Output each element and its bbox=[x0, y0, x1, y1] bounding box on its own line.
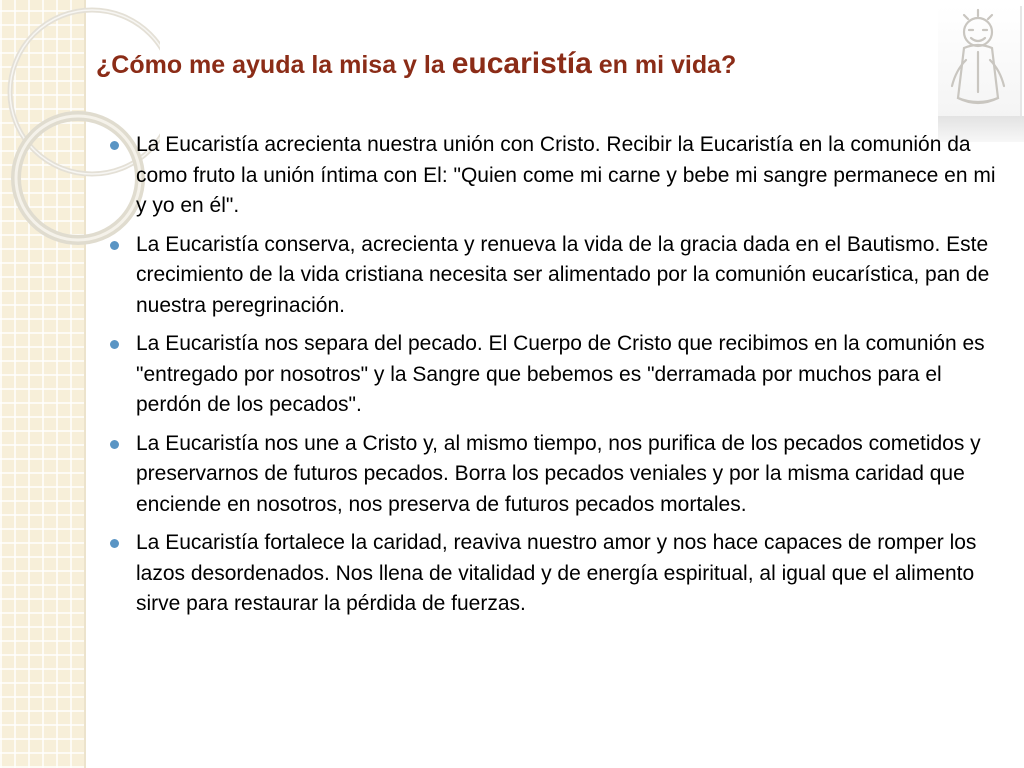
bullet-text: La Eucaristía conserva, acrecienta y renueva la vida de la gracia dada en el Bautismo. Este crecimiento de la vida cristiana necesita ser alimentado por la comunión eucarística, pan de nuestra peregrinación. bbox=[136, 232, 990, 317]
bullet-list bbox=[108, 130, 1008, 628]
bullet-text: La Eucaristía nos separa del pecado. El Cuerpo de Cristo que recibimos en la comunión es "entregado por nosotros" y la Sangre que bebemos es "derramada por muchos para el perdón de los pecados". bbox=[136, 332, 985, 416]
bullet-item bbox=[108, 130, 1008, 222]
bullet-item bbox=[108, 429, 1008, 521]
bullet-text: La Eucaristía acrecienta nuestra unión con Cristo. Recibir la Eucaristía en la comunión da como fruto la unión íntima con El: "Quien come mi carne y bebe mi sangre permanece en mi y yo en él". bbox=[136, 133, 996, 217]
bullet-dot-icon bbox=[110, 539, 119, 548]
bullet-text: La Eucaristía fortalece la caridad, reaviva nuestro amor y nos hace capaces de romper los lazos desordenados. Nos llena de vitalidad y de energía espiritual, al igual que el alimento sirve para restaurar la pérdida de fuerzas. bbox=[136, 531, 977, 615]
bullet-item bbox=[108, 230, 1008, 322]
bullet-dot-icon bbox=[110, 141, 119, 150]
bullet-item bbox=[108, 329, 1008, 421]
title-part-1: ¿Cómo me ayuda la misa y la bbox=[96, 51, 452, 79]
title-emphasis: eucaristía bbox=[451, 47, 592, 80]
bullet-dot-icon bbox=[110, 241, 119, 250]
title-part-2: en mi vida? bbox=[591, 51, 737, 79]
christ-figure-icon bbox=[938, 6, 1022, 118]
slide-title bbox=[96, 48, 736, 81]
bullet-dot-icon bbox=[110, 440, 119, 449]
bullet-text: La Eucaristía nos une a Cristo y, al mismo tiempo, nos purifica de los pecados cometidos y preservarnos de futuros pecados. Borra los pecados veniales y por la misma caridad que enciende en nosotros, nos preserva de futuros pecados mortales. bbox=[136, 431, 981, 516]
bullet-dot-icon bbox=[110, 340, 119, 349]
bullet-item bbox=[108, 528, 1008, 620]
